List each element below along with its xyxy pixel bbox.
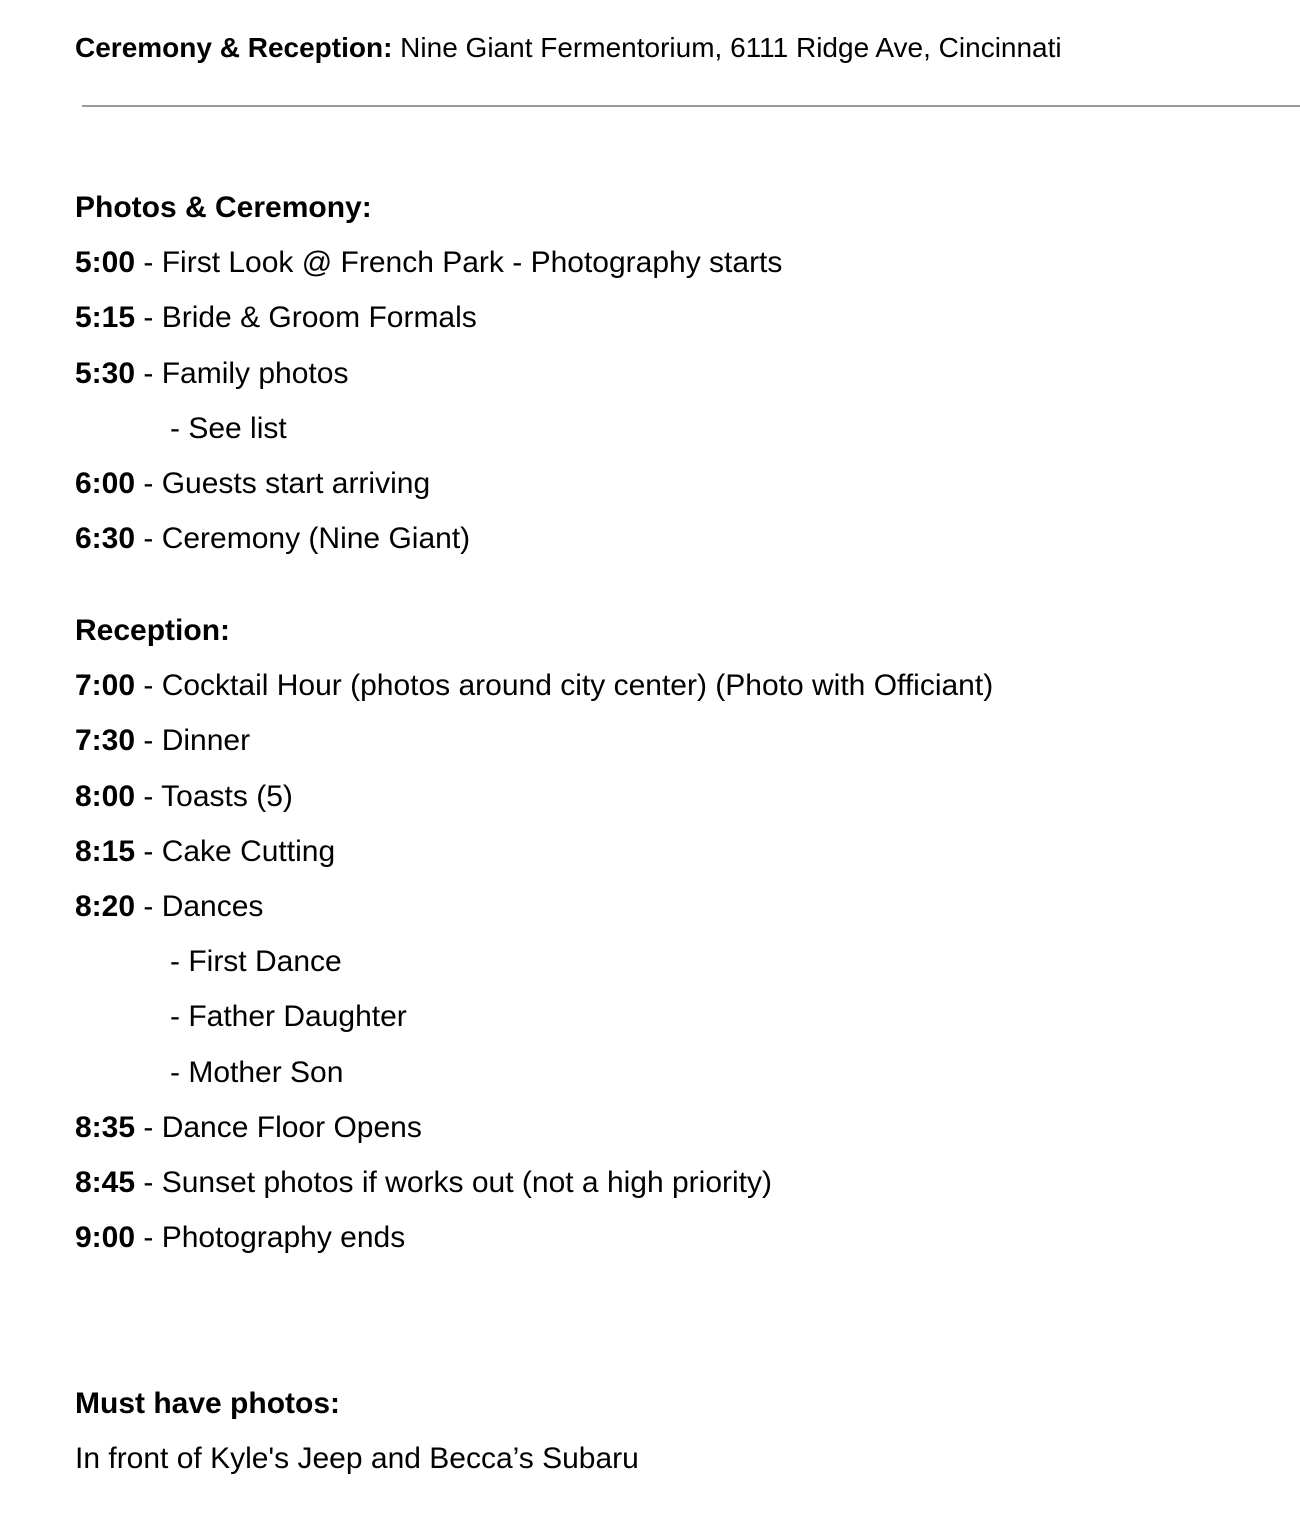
- schedule-time: 6:00: [75, 466, 136, 500]
- schedule-text: - Cake Cutting: [135, 834, 336, 868]
- section-heading: Photos & Ceremony:: [75, 191, 372, 224]
- schedule-text: - Guests start arriving: [135, 466, 431, 500]
- photos-ceremony-section: [75, 188, 1275, 574]
- schedule-subitem: - Father Daughter: [170, 1000, 407, 1034]
- schedule-item: [75, 354, 1275, 409]
- schedule-item: [75, 298, 1275, 353]
- schedule-time: 8:45: [75, 1165, 136, 1199]
- must-have-section: [75, 1384, 1275, 1494]
- schedule-time: 8:35: [75, 1110, 136, 1144]
- schedule-text: - Ceremony (Nine Giant): [135, 522, 471, 556]
- schedule-item: [75, 887, 1275, 942]
- schedule-item: [75, 1108, 1275, 1163]
- venue-line: [75, 31, 1062, 65]
- venue-address: Nine Giant Fermentorium, 6111 Ridge Ave, Cincinnati: [392, 32, 1062, 63]
- horizontal-divider: [82, 105, 1300, 107]
- schedule-time: 7:30: [75, 724, 136, 758]
- schedule-time: 6:30: [75, 522, 136, 556]
- schedule-text: - Bride & Groom Formals: [135, 301, 477, 335]
- schedule-text: - Cocktail Hour (photos around city center) (Photo with Officiant): [135, 669, 994, 703]
- venue-label: Ceremony & Reception:: [75, 32, 393, 63]
- schedule-text: - Photography ends: [135, 1221, 406, 1255]
- schedule-text: - Toasts (5): [135, 779, 293, 813]
- schedule-subitem: - Mother Son: [170, 1055, 344, 1089]
- schedule-item: [75, 1163, 1275, 1218]
- schedule-time: 9:00: [75, 1221, 136, 1255]
- must-have-text: In front of Kyle's Jeep and Becca’s Subaru: [75, 1442, 639, 1476]
- schedule-item: [75, 519, 1275, 574]
- schedule-item: [75, 1218, 1275, 1273]
- reception-section: [75, 611, 1275, 1273]
- schedule-item: [75, 666, 1275, 721]
- schedule-time: 5:00: [75, 246, 136, 280]
- schedule-subitem: - See list: [170, 411, 287, 445]
- schedule-item: [75, 464, 1275, 519]
- schedule-subitem: - First Dance: [170, 945, 342, 979]
- schedule-text: - Dance Floor Opens: [135, 1110, 422, 1144]
- schedule-item: [75, 777, 1275, 832]
- schedule-item: [75, 832, 1275, 887]
- schedule-text: - Dinner: [135, 724, 251, 758]
- section-heading: Must have photos:: [75, 1387, 341, 1420]
- schedule-time: 8:00: [75, 779, 136, 813]
- schedule-text: - Dances: [135, 889, 264, 923]
- schedule-time: 8:15: [75, 834, 136, 868]
- schedule-time: 5:30: [75, 356, 136, 390]
- schedule-time: 7:00: [75, 669, 136, 703]
- schedule-text: - Family photos: [135, 356, 349, 390]
- schedule-item: [75, 243, 1275, 298]
- schedule-text: - Sunset photos if works out (not a high priority): [135, 1165, 773, 1199]
- section-heading: Reception:: [75, 614, 231, 647]
- schedule-time: 8:20: [75, 889, 136, 923]
- schedule-item: [75, 721, 1275, 776]
- schedule-time: 5:15: [75, 301, 136, 335]
- schedule-text: - First Look @ French Park - Photography starts: [135, 246, 783, 280]
